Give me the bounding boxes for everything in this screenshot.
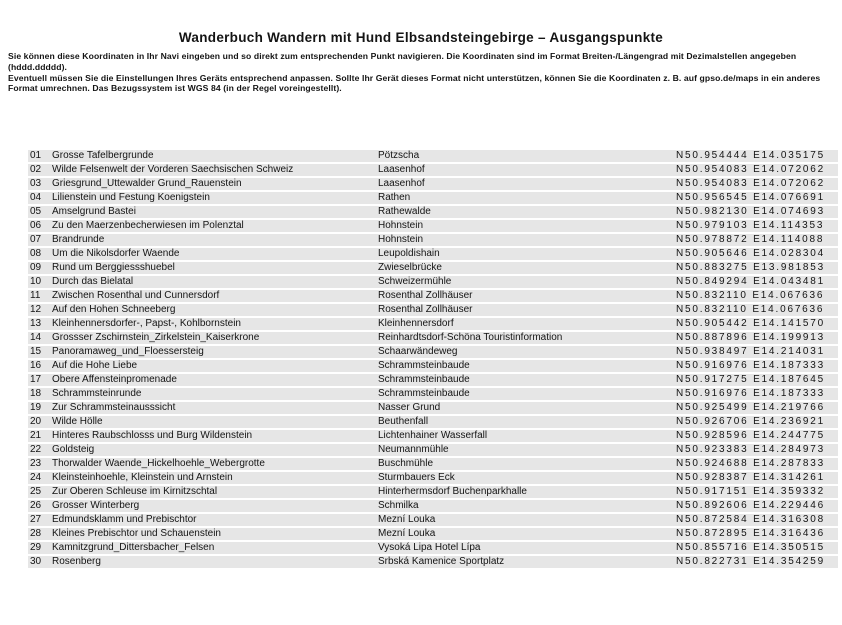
row-tour-name: Durch das Bielatal xyxy=(52,276,134,287)
row-number: 06 xyxy=(30,220,42,231)
row-number: 23 xyxy=(30,458,42,469)
row-tour-name: Kamnitzgrund_Dittersbacher_Felsen xyxy=(52,542,215,553)
row-tour-name: Zur Oberen Schleuse im Kirnitzschtal xyxy=(52,486,218,497)
row-coordinates: N50.917275 E14.187645 xyxy=(676,374,826,385)
row-number: 24 xyxy=(30,472,42,483)
row-coordinates: N50.923383 E14.284973 xyxy=(676,444,826,455)
row-number: 25 xyxy=(30,486,42,497)
row-start-point: Schaarwändeweg xyxy=(378,346,458,357)
row-number: 04 xyxy=(30,192,42,203)
row-start-point: Hohnstein xyxy=(378,220,424,231)
row-tour-name: Grosse Tafelbergrunde xyxy=(52,150,154,161)
row-coordinates: N50.924688 E14.287833 xyxy=(676,458,826,469)
table-row xyxy=(28,514,838,526)
table-row xyxy=(28,304,838,316)
row-coordinates: N50.917151 E14.359332 xyxy=(676,486,826,497)
row-number: 26 xyxy=(30,500,42,511)
row-start-point: Schmilka xyxy=(378,500,419,511)
row-tour-name: Obere Affensteinpromenade xyxy=(52,374,177,385)
row-tour-name: Griesgrund_Uttewalder Grund_Rauenstein xyxy=(52,178,242,189)
row-tour-name: Goldsteig xyxy=(52,444,95,455)
row-start-point: Zwieselbrücke xyxy=(378,262,442,273)
table-row xyxy=(28,542,838,554)
table-row xyxy=(28,318,838,330)
row-tour-name: Zu den Maerzenbecherwiesen im Polenztal xyxy=(52,220,244,231)
row-tour-name: Grosser Winterberg xyxy=(52,500,140,511)
row-coordinates: N50.872584 E14.316308 xyxy=(676,514,826,525)
row-start-point: Laasenhof xyxy=(378,164,425,175)
row-coordinates: N50.978872 E14.114088 xyxy=(676,234,825,245)
row-number: 12 xyxy=(30,304,42,315)
row-number: 05 xyxy=(30,206,42,217)
table-row xyxy=(28,360,838,372)
row-start-point: Schweizermühle xyxy=(378,276,452,287)
row-number: 18 xyxy=(30,388,42,399)
row-number: 29 xyxy=(30,542,42,553)
table-row xyxy=(28,276,838,288)
table-row xyxy=(28,220,838,232)
row-coordinates: N50.887896 E14.199913 xyxy=(676,332,826,343)
row-coordinates: N50.954083 E14.072062 xyxy=(676,164,826,175)
row-coordinates: N50.849294 E14.043481 xyxy=(676,276,826,287)
table-row xyxy=(28,178,838,190)
document-page xyxy=(0,30,842,625)
row-tour-name: Amselgrund Bastei xyxy=(52,206,136,217)
row-number: 14 xyxy=(30,332,42,343)
row-start-point: Pötzscha xyxy=(378,150,420,161)
row-number: 11 xyxy=(30,290,41,301)
row-tour-name: Auf die Hohe Liebe xyxy=(52,360,138,371)
table-row xyxy=(28,290,838,302)
row-start-point: Reinhardtsdorf-Schöna Touristinformation xyxy=(378,332,563,343)
row-tour-name: Zur Schrammsteinausssicht xyxy=(52,402,176,413)
row-start-point: Rosenthal Zollhäuser xyxy=(378,304,473,315)
row-coordinates: N50.872895 E14.316436 xyxy=(676,528,826,539)
row-coordinates: N50.982130 E14.074693 xyxy=(676,206,826,217)
row-start-point: Kleinhennersdorf xyxy=(378,318,454,329)
row-tour-name: Rosenberg xyxy=(52,556,101,567)
row-number: 21 xyxy=(30,430,42,441)
row-tour-name: Thorwalder Waende_Hickelhoehle_Webergrotte xyxy=(52,458,265,469)
waypoints-table xyxy=(28,150,838,570)
row-tour-name: Edmundsklamm und Prebischtor xyxy=(52,514,197,525)
row-tour-name: Auf den Hohen Schneeberg xyxy=(52,304,176,315)
row-tour-name: Brandrunde xyxy=(52,234,105,245)
row-number: 13 xyxy=(30,318,42,329)
row-coordinates: N50.832110 E14.067636 xyxy=(676,304,825,315)
row-start-point: Sturmbauers Eck xyxy=(378,472,455,483)
page-title: Wanderbuch Wandern mit Hund Elbsandsteingebirge – Ausgangspunkte xyxy=(178,30,664,45)
row-tour-name: Wilde Felsenwelt der Vorderen Saechsischen Schweiz xyxy=(52,164,294,175)
table-row xyxy=(28,458,838,470)
row-start-point: Mezní Louka xyxy=(378,528,436,539)
row-tour-name: Kleinhennersdorfer-, Papst-, Kohlbornstein xyxy=(52,318,241,329)
row-start-point: Hohnstein xyxy=(378,234,424,245)
table-row xyxy=(28,430,838,442)
table-row xyxy=(28,332,838,344)
row-number: 15 xyxy=(30,346,42,357)
row-start-point: Rathewalde xyxy=(378,206,431,217)
row-coordinates: N50.916976 E14.187333 xyxy=(676,360,826,371)
table-row xyxy=(28,500,838,512)
row-number: 07 xyxy=(30,234,42,245)
row-coordinates: N50.832110 E14.067636 xyxy=(676,290,825,301)
row-start-point: Vysoká Lipa Hotel Lípa xyxy=(378,542,481,553)
table-row xyxy=(28,556,838,568)
row-coordinates: N50.954444 E14.035175 xyxy=(676,150,826,161)
table-row xyxy=(28,346,838,358)
row-number: 17 xyxy=(30,374,42,385)
row-number: 20 xyxy=(30,416,42,427)
row-tour-name: Schrammsteinrunde xyxy=(52,388,142,399)
row-coordinates: N50.892606 E14.229446 xyxy=(676,500,826,511)
row-start-point: Leupoldishain xyxy=(378,248,440,259)
table-row xyxy=(28,402,838,414)
row-number: 30 xyxy=(30,556,42,567)
row-number: 19 xyxy=(30,402,42,413)
row-coordinates: N50.926706 E14.236921 xyxy=(676,416,826,427)
row-coordinates: N50.822731 E14.354259 xyxy=(676,556,826,567)
row-start-point: Mezní Louka xyxy=(378,514,436,525)
row-start-point: Hinterhermsdorf Buchenparkhalle xyxy=(378,486,527,497)
table-row xyxy=(28,374,838,386)
intro-paragraph-1: Sie können diese Koordinaten in Ihr Navi eingeben und so direkt zum entsprechenden Punkt navigieren. Die Koordinaten sind im Format Breiten-/Längengrad mit Dezimalstellen angegeben (hddd.ddddd). xyxy=(8,51,797,72)
row-start-point: Schrammsteinbaude xyxy=(378,388,470,399)
row-coordinates: N50.905442 E14.141570 xyxy=(676,318,826,329)
row-coordinates: N50.905646 E14.028304 xyxy=(676,248,826,259)
row-start-point: Buschmühle xyxy=(378,458,434,469)
row-number: 16 xyxy=(30,360,42,371)
row-start-point: Rathen xyxy=(378,192,411,203)
table-row xyxy=(28,472,838,484)
row-coordinates: N50.928387 E14.314261 xyxy=(676,472,826,483)
table-row xyxy=(28,262,838,274)
row-start-point: Lichtenhainer Wasserfall xyxy=(378,430,488,441)
row-start-point: Nasser Grund xyxy=(378,402,441,413)
row-tour-name: Zwischen Rosenthal und Cunnersdorf xyxy=(52,290,220,301)
row-tour-name: Wilde Hölle xyxy=(52,416,103,427)
row-start-point: Laasenhof xyxy=(378,178,425,189)
table-row xyxy=(28,444,838,456)
table-row xyxy=(28,388,838,400)
table-row xyxy=(28,206,838,218)
table-row xyxy=(28,192,838,204)
row-tour-name: Rund um Berggiessshuebel xyxy=(52,262,175,273)
row-number: 09 xyxy=(30,262,42,273)
row-coordinates: N50.883275 E13.981853 xyxy=(676,262,826,273)
row-start-point: Schrammsteinbaude xyxy=(378,360,470,371)
row-tour-name: Kleinsteinhoehle, Kleinstein und Arnstein xyxy=(52,472,233,483)
row-tour-name: Grossser Zschirnstein_Zirkelstein_Kaiserkrone xyxy=(52,332,260,343)
table-row xyxy=(28,416,838,428)
row-number: 22 xyxy=(30,444,42,455)
table-row xyxy=(28,150,838,162)
row-start-point: Neumannmühle xyxy=(378,444,449,455)
row-coordinates: N50.928596 E14.244775 xyxy=(676,430,826,441)
table-row xyxy=(28,164,838,176)
row-tour-name: Kleines Prebischtor und Schauenstein xyxy=(52,528,221,539)
row-tour-name: Panoramaweg_und_Floessersteig xyxy=(52,346,204,357)
row-coordinates: N50.938497 E14.214031 xyxy=(676,346,826,357)
table-row xyxy=(28,248,838,260)
row-number: 02 xyxy=(30,164,42,175)
intro-paragraph-2: Eventuell müssen Sie die Einstellungen Ihres Geräts entsprechend anpassen. Sollte Ihr Gerät dieses Format nicht unterstützen, können Sie die Koordinaten z. B. auf gpso.de/maps in ein anderes Format umrechnen. Das Bezugssystem ist WGS 84 (in der Regel voreingestellt). xyxy=(8,72,821,94)
row-tour-name: Um die Nikolsdorfer Waende xyxy=(52,248,180,259)
row-coordinates: N50.925499 E14.219766 xyxy=(676,402,826,413)
table-row xyxy=(28,234,838,246)
row-start-point: Beuthenfall xyxy=(378,416,429,427)
row-tour-name: Lilienstein und Festung Koenigstein xyxy=(52,192,210,203)
table-row xyxy=(28,528,838,540)
row-number: 28 xyxy=(30,528,42,539)
table-row xyxy=(28,486,838,498)
row-number: 01 xyxy=(30,150,42,161)
row-start-point: Rosenthal Zollhäuser xyxy=(378,290,473,301)
row-number: 08 xyxy=(30,248,42,259)
row-coordinates: N50.916976 E14.187333 xyxy=(676,388,826,399)
row-tour-name: Hinteres Raubschlosss und Burg Wildenstein xyxy=(52,430,253,441)
row-number: 10 xyxy=(30,276,42,287)
row-number: 27 xyxy=(30,514,42,525)
row-coordinates: N50.954083 E14.072062 xyxy=(676,178,826,189)
row-coordinates: N50.979103 E14.114353 xyxy=(676,220,825,231)
row-start-point: Srbská Kamenice Sportplatz xyxy=(378,556,505,567)
row-coordinates: N50.855716 E14.350515 xyxy=(676,542,826,553)
row-start-point: Schrammsteinbaude xyxy=(378,374,470,385)
row-coordinates: N50.956545 E14.076691 xyxy=(676,192,826,203)
row-number: 03 xyxy=(30,178,42,189)
